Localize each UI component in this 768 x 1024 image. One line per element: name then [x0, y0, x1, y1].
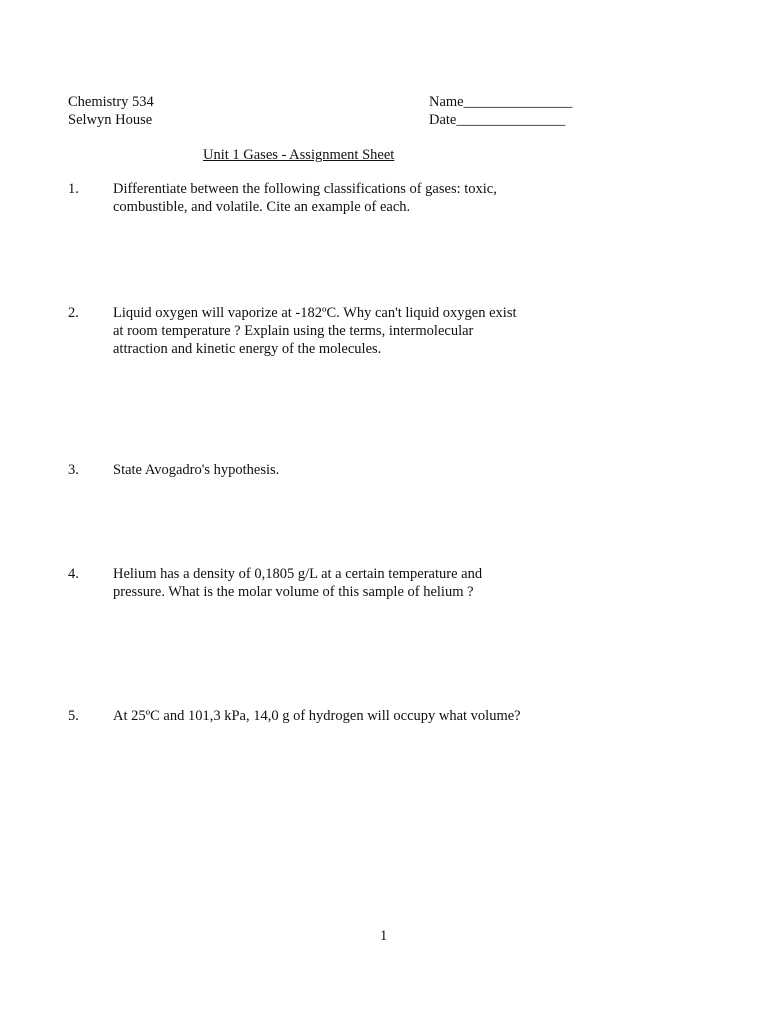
- question-text: [113, 565, 553, 601]
- question-line: Helium has a density of 0,1805 g/L at a certain temperature and: [113, 566, 483, 582]
- question-number: 3.: [68, 462, 79, 478]
- question-line: at room temperature ? Explain using the terms, intermolecular: [113, 323, 474, 339]
- question-line: combustible, and volatile. Cite an example of each.: [113, 199, 411, 215]
- question-number: 5.: [68, 708, 79, 724]
- date-label: Date: [429, 112, 457, 128]
- question-line: Differentiate between the following classifications of gases: toxic,: [113, 181, 497, 197]
- question-number: 2.: [68, 305, 79, 321]
- question-text: [113, 180, 553, 216]
- name-field: [429, 93, 572, 111]
- question-number: 4.: [68, 566, 79, 582]
- question-line: At 25ºC and 101,3 kPa, 14,0 g of hydrogen will occupy what volume?: [113, 708, 521, 724]
- question-text: [113, 707, 553, 725]
- page-title: Unit 1 Gases - Assignment Sheet: [203, 147, 395, 163]
- name-label: Name: [429, 94, 464, 110]
- date-blank: _______________: [456, 112, 566, 128]
- question-line: pressure. What is the molar volume of this sample of helium ?: [113, 584, 474, 600]
- school-name: Selwyn House: [68, 112, 153, 128]
- date-field: [429, 111, 565, 129]
- course-name: Chemistry 534: [68, 94, 154, 110]
- page-number: 1: [380, 928, 388, 944]
- question-line: State Avogadro's hypothesis.: [113, 462, 280, 478]
- question-text: [113, 461, 553, 479]
- name-blank: _______________: [463, 94, 573, 110]
- question-line: Liquid oxygen will vaporize at -182ºC. Why can't liquid oxygen exist: [113, 305, 517, 321]
- question-line: attraction and kinetic energy of the molecules.: [113, 341, 382, 357]
- question-text: [113, 304, 553, 358]
- question-number: 1.: [68, 181, 79, 197]
